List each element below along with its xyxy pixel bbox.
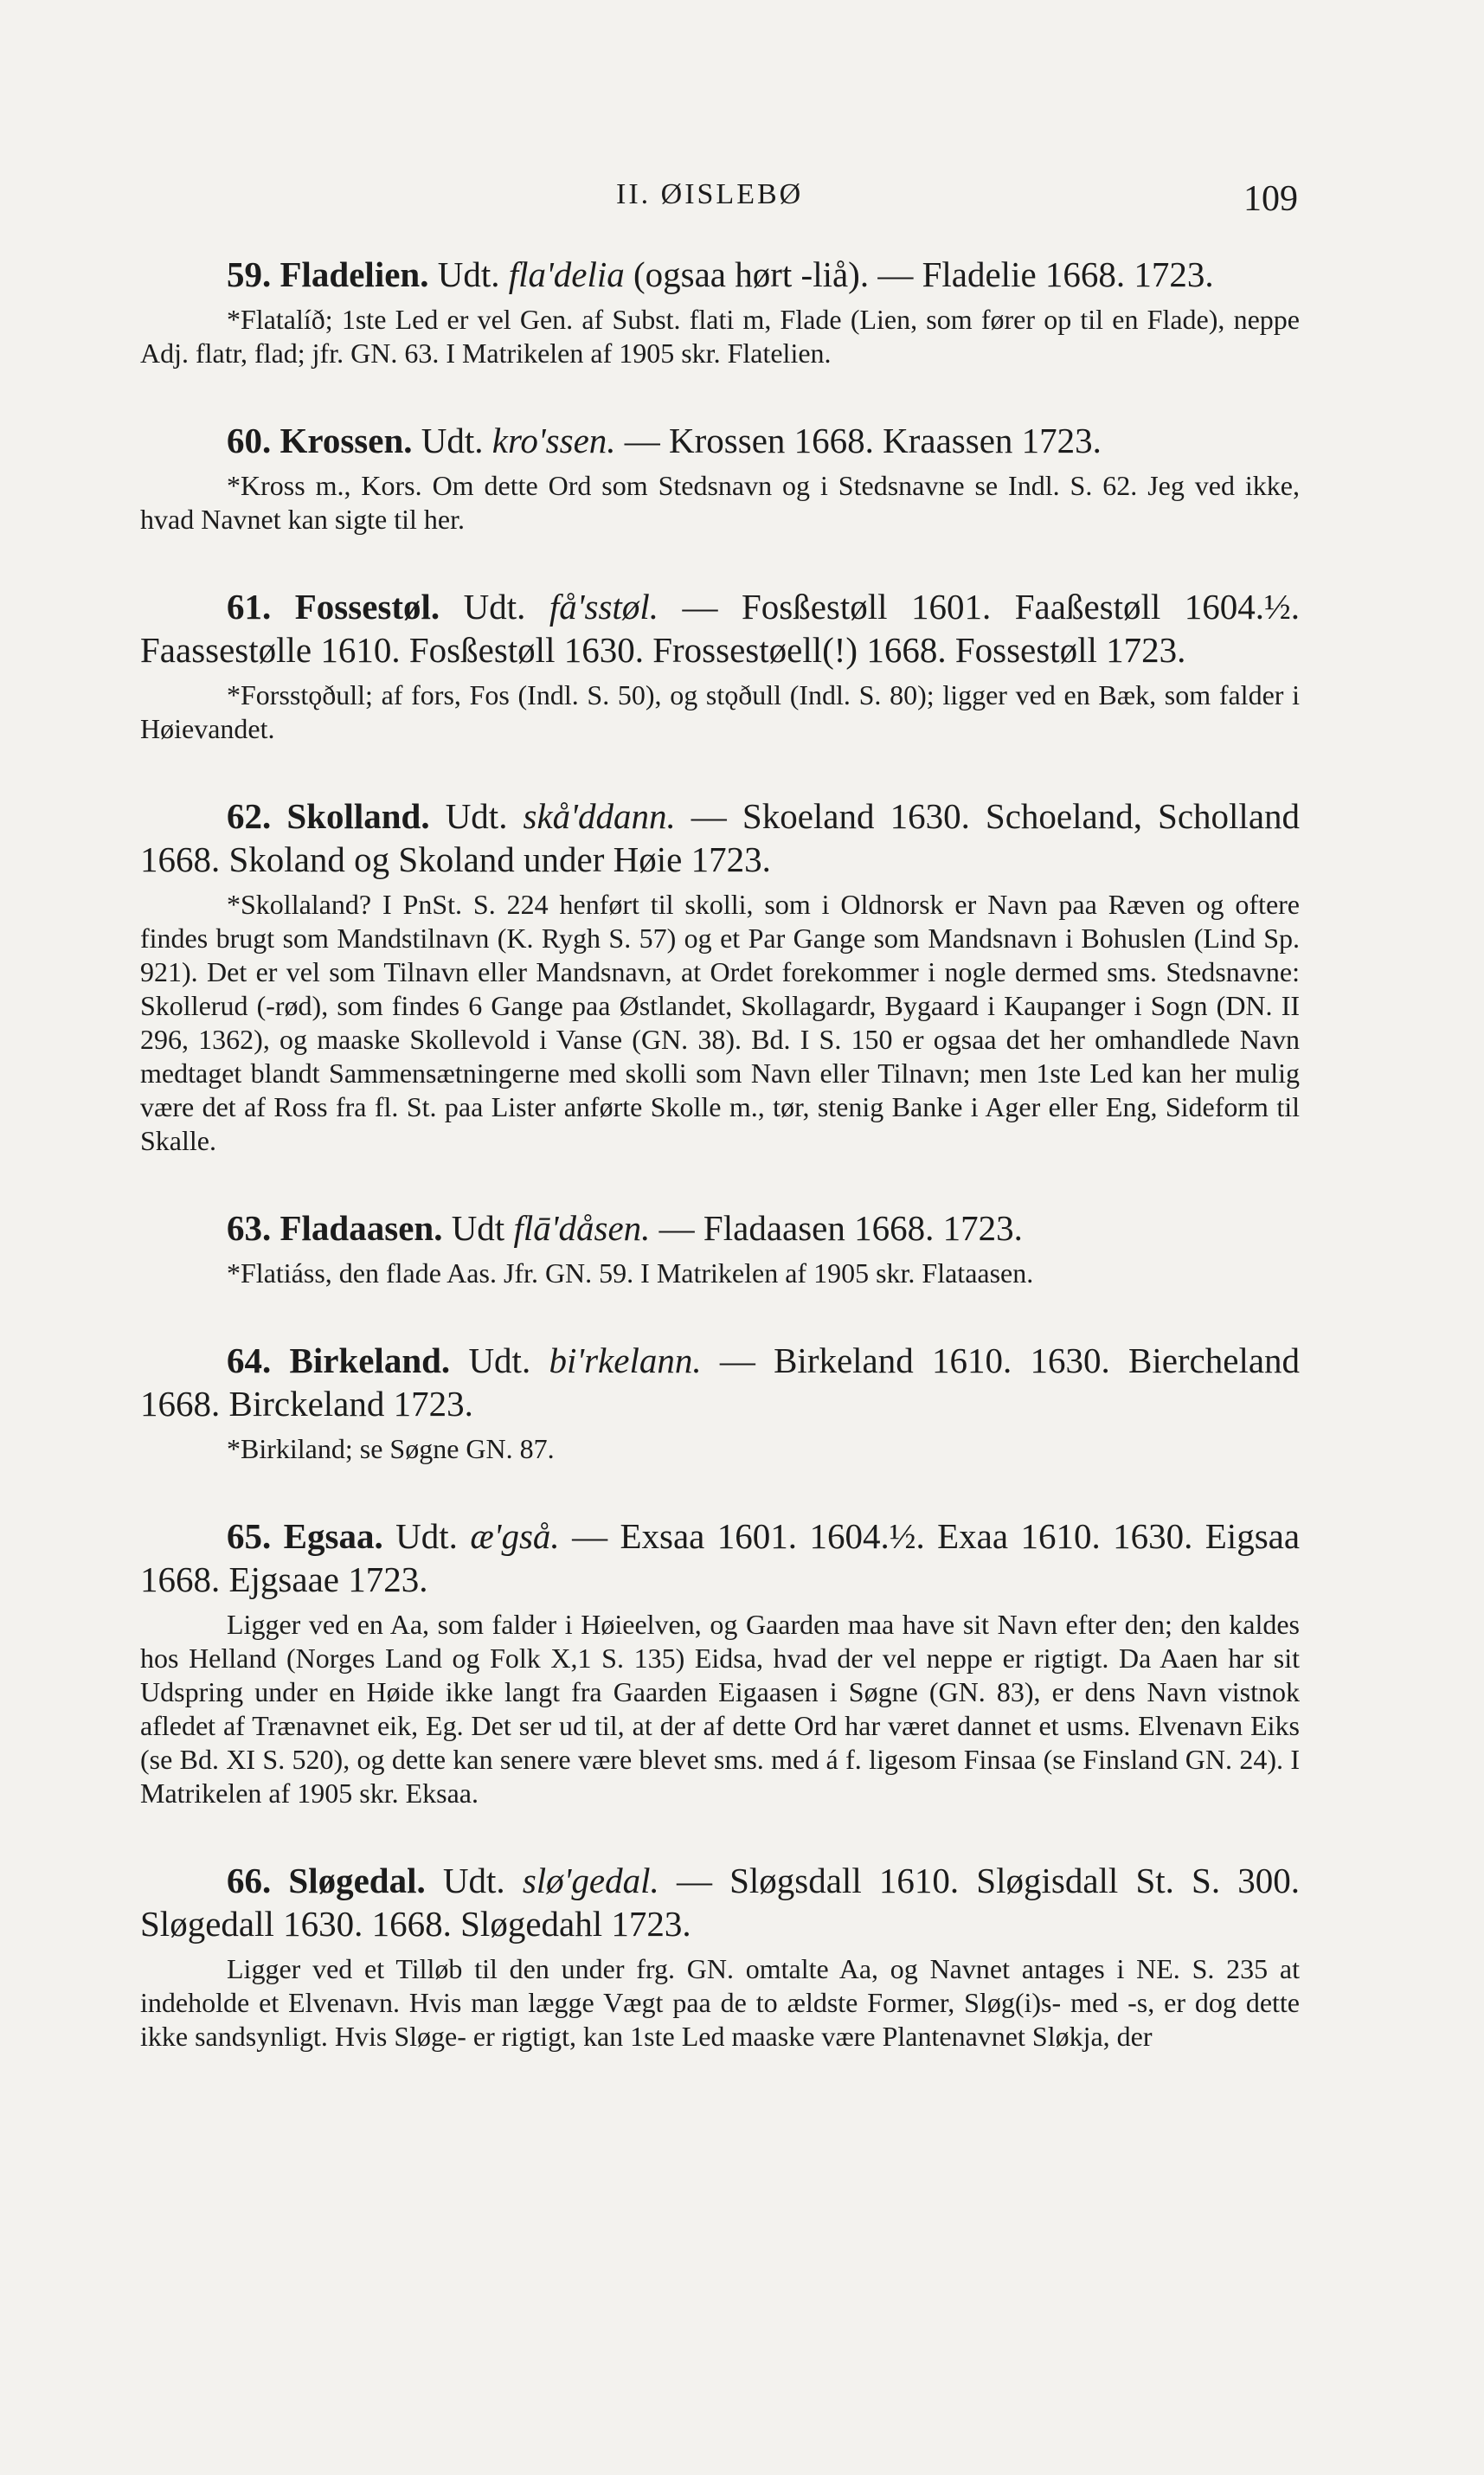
- farm-name: Fladaasen.: [279, 1208, 443, 1248]
- historical-forms: (ogsaa hørt -liå). — Fladelie 1668. 1723.: [633, 254, 1214, 294]
- page-body: [140, 253, 1300, 2102]
- pronunciation-label: Udt.: [395, 1516, 458, 1556]
- entry-61: [140, 585, 1300, 746]
- historical-forms: — Exsaa 1601. 1604.½. Exaa 1610. 1630. Eigsaa 1668. Ejgsaae 1723.: [140, 1516, 1301, 1599]
- farm-name: Krossen.: [279, 421, 413, 460]
- entry-64: [140, 1339, 1300, 1466]
- farm-name: Sløgedal.: [288, 1861, 426, 1900]
- entry-heading: [140, 1514, 1300, 1601]
- historical-forms: — Fosßestøll 1601. Faaßestøll 1604.½. Faassestølle 1610. Fosßestøll 1630. Frossestøell(!) 1668. Fossestøll 1723.: [140, 587, 1300, 670]
- entry-number: 65.: [227, 1516, 272, 1556]
- page-header: [0, 173, 1484, 225]
- pronunciation: skå'ddann.: [523, 796, 676, 836]
- etymology: *Birkiland; se Søgne GN. 87.: [227, 1433, 555, 1464]
- pronunciation: æ'gså.: [470, 1516, 560, 1556]
- etymology: *Forsstǫðull; af fors, Fos (Indl. S. 50), og stǫðull (Indl. S. 80); ligger ved en Bæk, som falder i Høievandet.: [140, 679, 1300, 744]
- entry-number: 63.: [227, 1208, 272, 1248]
- entry-62: [140, 794, 1300, 1158]
- entry-65: [140, 1514, 1300, 1810]
- pronunciation-label: Udt.: [463, 587, 526, 627]
- entry-60: [140, 419, 1300, 537]
- entry-number: 61.: [227, 587, 272, 627]
- page-number: 109: [1243, 179, 1298, 219]
- farm-name: Fossestøl.: [294, 587, 440, 627]
- etymology: *Skollaland? I PnSt. S. 224 henført til skolli, som i Oldnorsk er Navn paa Ræven og oftere findes brugt som Mandstilnavn (K. Rygh S. 57) og et Par Gange som Mandsnavn i Bohuslen (Lind Sp. 921). Det er vel som Tilnavn eller Mandsnavn, at Ordet forekommer i nogle dermed sms. Stedsnavne: Skollerud (-rød), som findes 6 Gange paa Østlandet, Skollagardr, Bygaard i Kaupanger i Sogn (DN. II 296, 1362), og maaske Skollevold i Vanse (GN. 38). Bd. I S. 150 er ogsaa det her omhandlede Navn medtaget blandt Sammensætningerne med skolli som Navn eller Tilnavn; men 1ste Led kan her mulig være det af Ross fra fl. St. paa Lister anførte Skolle m., tør, stenig Banke i Ager eller Eng, Sideform til Skalle.: [140, 889, 1300, 1156]
- farm-name: Egsaa.: [283, 1516, 383, 1556]
- historical-forms: — Krossen 1668. Kraassen 1723.: [624, 421, 1102, 460]
- historical-forms: — Sløgsdall 1610. Sløgisdall St. S. 300. Sløgedall 1630. 1668. Sløgedahl 1723.: [140, 1861, 1301, 1944]
- pronunciation: fla'delia: [508, 254, 625, 294]
- entry-66: [140, 1859, 1300, 2054]
- entry-59: [140, 253, 1300, 370]
- entry-heading: [140, 585, 1300, 672]
- pronunciation: få'sstøl.: [549, 587, 658, 627]
- entry-heading: [140, 794, 1300, 881]
- pronunciation-label: Udt: [451, 1208, 505, 1248]
- entry-heading: [140, 1206, 1300, 1250]
- historical-forms: — Fladaasen 1668. 1723.: [658, 1208, 1023, 1248]
- pronunciation-label: Udt.: [468, 1340, 531, 1380]
- entry-number: 59.: [227, 254, 272, 294]
- pronunciation-label: Udt.: [442, 1861, 505, 1900]
- etymology: Ligger ved et Tilløb til den under frg. GN. omtalte Aa, og Navnet antages i NE. S. 235 at indeholde et Elvenavn. Hvis man lægge Vægt paa de to ældste Former, Sløg(i)s- med -s, er dog dette ikke sandsynligt. Hvis Sløge- er rigtigt, kan 1ste Led maaske være Plantenavnet Sløkja, der: [140, 1953, 1300, 2052]
- entry-heading: [140, 419, 1300, 462]
- entry-number: 64.: [227, 1340, 272, 1380]
- entry-63: [140, 1206, 1300, 1290]
- entry-heading: [140, 1339, 1300, 1425]
- etymology: *Flatiáss, den flade Aas. Jfr. GN. 59. I Matrikelen af 1905 skr. Flataasen.: [227, 1257, 1034, 1289]
- pronunciation: flā'dåsen.: [513, 1208, 651, 1248]
- farm-name: Fladelien.: [279, 254, 429, 294]
- etymology: *Kross m., Kors. Om dette Ord som Stedsnavn og i Stedsnavne se Indl. S. 62. Jeg ved ikke, hvad Navnet kan sigte til her.: [140, 470, 1300, 535]
- pronunciation-label: Udt.: [445, 796, 508, 836]
- pronunciation-label: Udt.: [437, 254, 500, 294]
- running-head: II. ØISLEBØ: [616, 178, 804, 210]
- etymology: Ligger ved en Aa, som falder i Høieelven, og Gaarden maa have sit Navn efter den; den kaldes hos Helland (Norges Land og Folk X,1 S. 135) Eidsa, hvad der vel neppe er rigtigt. Da Aaen har sit Udspring under en Høide ikke langt fra Gaarden Eigaasen i Søgne (GN. 83), er dens Navn vistnok afledet af Trænavnet eik, Eg. Det ser ud til, at der af dette Ord har været dannet et usms. Elvenavn Eiks (se Bd. XI S. 520), og dette kan senere være blevet sms. med á f. ligesom Finsaa (se Finsland GN. 24). I Matrikelen af 1905 skr. Eksaa.: [140, 1609, 1300, 1809]
- entry-heading: [140, 253, 1300, 296]
- farm-name: Birkeland.: [289, 1340, 451, 1380]
- etymology: *Flatalíð; 1ste Led er vel Gen. af Subst. flati m, Flade (Lien, som fører op til en Flade), neppe Adj. flatr, flad; jfr. GN. 63. I Matrikelen af 1905 skr. Flatelien.: [140, 304, 1300, 369]
- pronunciation: slø'gedal.: [522, 1861, 659, 1900]
- historical-forms: — Skoeland 1630. Schoeland, Scholland 1668. Skoland og Skoland under Høie 1723.: [140, 796, 1301, 879]
- entry-number: 62.: [227, 796, 272, 836]
- pronunciation: bi'rkelann.: [549, 1340, 702, 1380]
- entry-number: 66.: [227, 1861, 272, 1900]
- pronunciation: kro'ssen.: [491, 421, 616, 460]
- historical-forms: — Birkeland 1610. 1630. Biercheland 1668. Birckeland 1723.: [140, 1340, 1301, 1424]
- entry-heading: [140, 1859, 1300, 1945]
- pronunciation-label: Udt.: [421, 421, 484, 460]
- farm-name: Skolland.: [286, 796, 430, 836]
- entry-number: 60.: [227, 421, 272, 460]
